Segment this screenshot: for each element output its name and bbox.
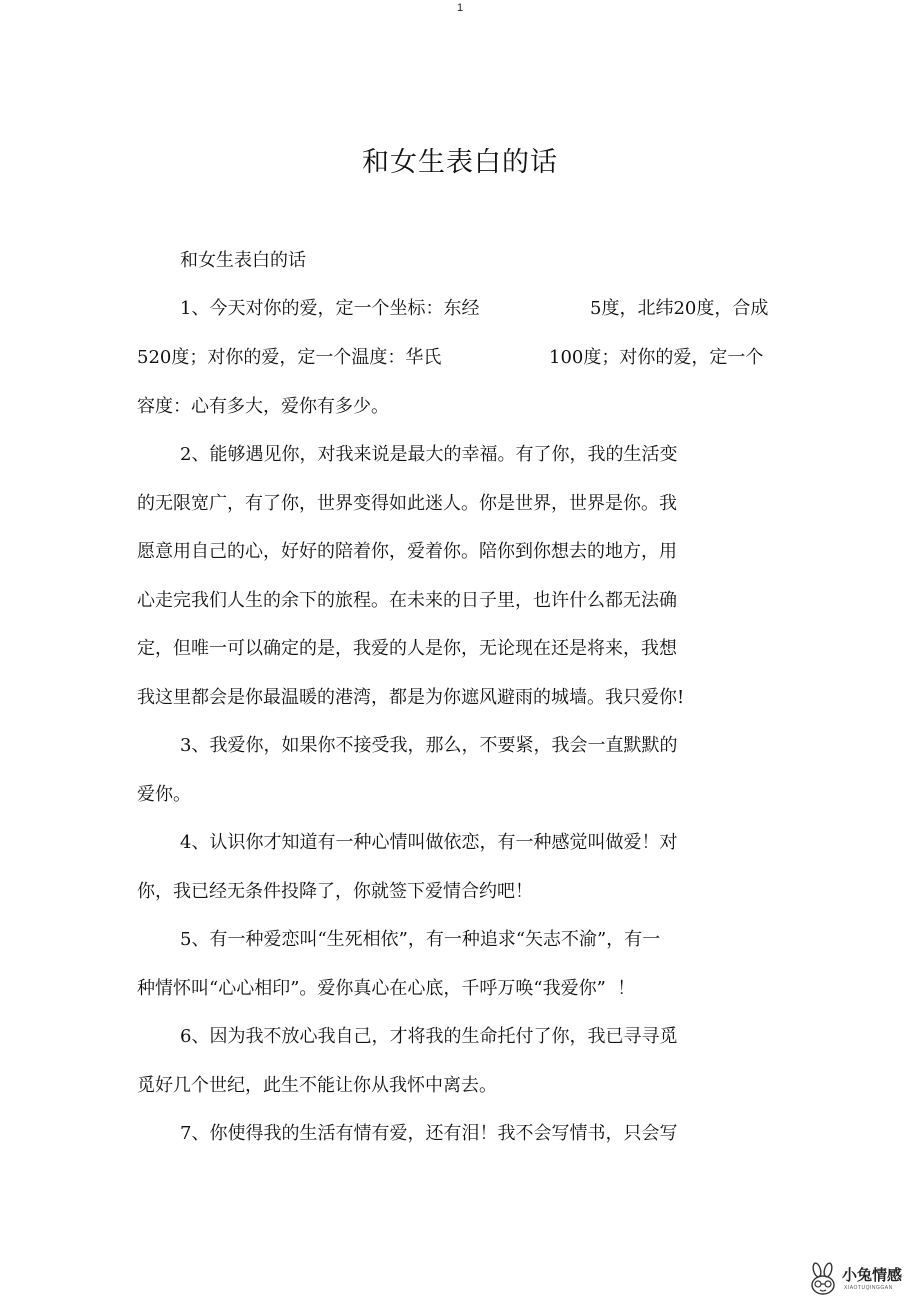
document-title: 和女生表白的话	[362, 147, 558, 178]
watermark-name: 小兔情感	[842, 1266, 903, 1284]
paragraph-line: 3、我爱你，如果你不接受我，那么，不要紧，我会一直默默的	[180, 735, 678, 756]
paragraph-line: 你，我已经无条件投降了，你就签下爱情合约吧！	[137, 881, 533, 902]
page-number: 1	[456, 2, 464, 14]
paragraph-line: 容度：心有多大，爱你有多少。	[137, 396, 389, 417]
paragraph-line: 520度；对你的爱，定一个温度：华氏	[137, 347, 442, 368]
paragraph-line: 5度，北纬20度，合成	[590, 298, 769, 319]
paragraph-line: 觅好几个世纪，此生不能让你从我怀中离去。	[137, 1075, 497, 1096]
paragraph-line: 7、你使得我的生活有情有爱，还有泪！我不会写情书，只会写	[180, 1123, 678, 1144]
paragraph-line: 5、有一种爱恋叫“生死相依”，有一种追求“矢志不渝”，有一	[180, 929, 661, 950]
paragraph-line: 2、能够遇见你，对我来说是最大的幸福。有了你，我的生活变	[180, 444, 678, 465]
paragraph-line: 100度；对你的爱，定一个	[549, 347, 764, 368]
paragraph-line: 愿意用自己的心，好好的陪着你，爱着你。陪你到你想去的地方，用	[137, 541, 677, 562]
watermark-logo	[806, 1262, 918, 1300]
paragraph-line: 定，但唯一可以确定的是，我爱的人是你，无论现在还是将来，我想	[137, 638, 677, 659]
paragraph-line: 1、今天对你的爱，定一个坐标：东经	[180, 298, 480, 319]
paragraph-line: 种情怀叫“心心相印”。爱你真心在心底，千呼万唤“我爱你” ！	[137, 978, 636, 999]
document-subtitle: 和女生表白的话	[180, 250, 306, 271]
rabbit-icon	[806, 1262, 840, 1298]
watermark-subtext: XIAOTUQINGGAN	[844, 1285, 893, 1291]
paragraph-line: 心走完我们人生的余下的旅程。在未来的日子里，也许什么都无法确	[137, 590, 677, 611]
paragraph-line: 爱你。	[137, 784, 191, 805]
paragraph-line: 的无限宽广，有了你，世界变得如此迷人。你是世界，世界是你。我	[137, 493, 677, 514]
paragraph-line: 6、因为我不放心我自己，才将我的生命托付了你，我已寻寻觅	[180, 1026, 678, 1047]
paragraph-line: 我这里都会是你最温暖的港湾，都是为你遮风避雨的城墙。我只爱你!	[137, 687, 685, 708]
paragraph-line: 4、认识你才知道有一种心情叫做依恋，有一种感觉叫做爱！对	[180, 832, 678, 853]
